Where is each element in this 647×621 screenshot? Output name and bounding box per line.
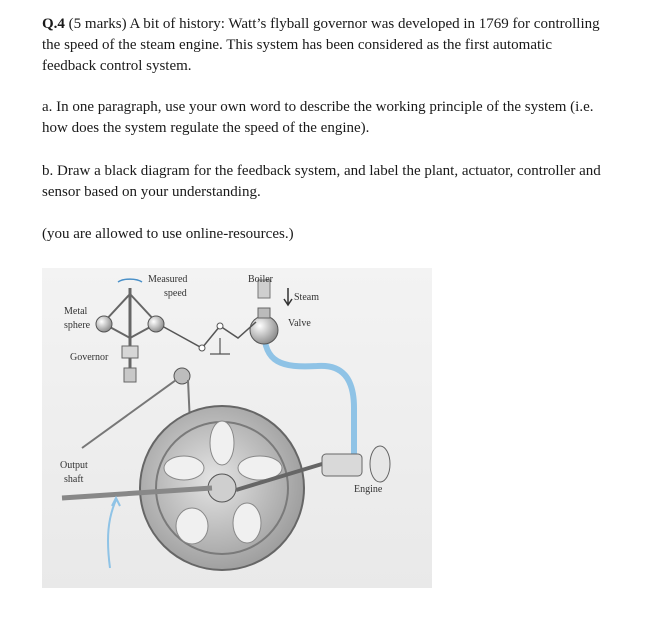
valve-body <box>250 316 278 344</box>
metal-sphere-left <box>96 316 112 332</box>
flywheel-hub <box>208 474 236 502</box>
engine-cylinder-end <box>370 446 390 482</box>
label-speed: speed <box>164 288 187 299</box>
governor-collar <box>122 346 138 358</box>
label-shaft: shaft <box>64 474 84 485</box>
question-heading <box>42 14 602 77</box>
engine-cylinder <box>322 454 362 476</box>
label-sphere: sphere <box>64 320 91 331</box>
governor-gear <box>124 368 136 382</box>
part-b-text: b. Draw a black diagram for the feedback system, and label the plant, actuator, controller and sensor based on your understanding. <box>42 163 601 200</box>
question-text: A bit of history: Watt’s flyball governor was developed in 1769 for controlling the speed of the steam engine. This system has been considered as the first automatic feedback control system. <box>42 16 600 74</box>
part-a-text: a. In one paragraph, use your own word to describe the working principle of the system (i.e. how does the system regulate the speed of the engine). <box>42 99 594 136</box>
label-steam: Steam <box>294 292 319 303</box>
label-measured: Measured <box>148 274 188 285</box>
figure-illustration <box>42 268 432 588</box>
question-number: Q.4 <box>42 16 65 32</box>
label-boiler: Boiler <box>248 274 273 285</box>
metal-sphere-right <box>148 316 164 332</box>
label-metal: Metal <box>64 306 88 317</box>
question-marks: (5 marks) <box>68 16 127 32</box>
linkage-pivot-1 <box>199 345 205 351</box>
valve-stem <box>258 308 270 318</box>
flyball-governor-figure <box>42 268 432 588</box>
resources-note: (you are allowed to use online-resources.) <box>42 226 294 242</box>
label-output: Output <box>60 460 88 471</box>
linkage-pivot-2 <box>217 323 223 329</box>
label-engine: Engine <box>354 484 383 495</box>
label-valve: Valve <box>288 318 311 329</box>
label-governor: Governor <box>70 352 109 363</box>
